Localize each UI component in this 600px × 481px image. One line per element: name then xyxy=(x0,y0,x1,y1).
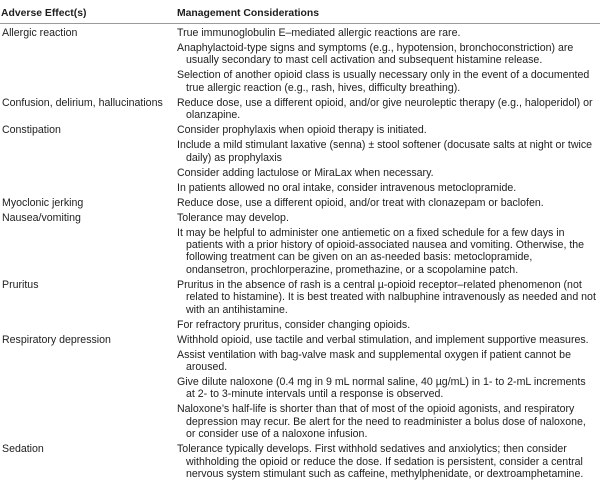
table-body xyxy=(0,24,600,481)
management-cell xyxy=(177,334,600,444)
management-item: Consider adding lactulose or MiraLax when necessary. xyxy=(177,166,434,179)
table-header xyxy=(0,0,600,24)
management-item: Pruritus in the absence of rash is a central µ-opioid receptor–related phenomenon (not related to histamine). It is best treated with nalbuphine intravenously as needed and not with an antihistamine. xyxy=(177,278,596,316)
header-adverse-effects: Adverse Effect(s) xyxy=(1,7,87,19)
management-item: Include a mild stimulant laxative (senna) ± stool softener (docusate salts at night or twice daily) as prophylaxis xyxy=(177,139,593,164)
management-item: In patients allowed no oral intake, consider intravenous metoclopramide. xyxy=(177,181,517,194)
management-item: It may be helpful to administer one antiemetic on a fixed schedule for a few days in patients with a prior history of opioid-associated nausea and vomiting. Otherwise, the following treatment can be given on an as-needed basis: metoclopramide, ondansetron, prochlorperazine, promethazine, or a scopolamine patch. xyxy=(177,226,585,276)
management-item: Consider prophylaxis when opioid therapy is initiated. xyxy=(177,124,427,137)
adverse-effect-label: Pruritus xyxy=(2,278,39,291)
management-cell xyxy=(177,279,600,334)
adverse-effect-label: Myoclonic jerking xyxy=(2,196,84,209)
adverse-effect-cell xyxy=(0,97,177,124)
management-cell xyxy=(177,212,600,279)
management-item: Anaphylactoid-type signs and symptoms (e.g., hypotension, bronchoconstriction) are usually secondary to mast cell activation and subsequent histamine release. xyxy=(177,42,574,67)
adverse-effect-label: Confusion, delirium, hallucinations xyxy=(2,96,163,109)
adverse-effect-cell xyxy=(0,279,177,334)
adverse-effect-cell xyxy=(0,212,177,279)
management-cell xyxy=(177,197,600,212)
adverse-effect-label: Constipation xyxy=(2,124,61,137)
management-item: Tolerance typically develops. First withhold sedatives and anxiolytics; then consider withholding the opioid or reduce the dose. If sedation is persistent, consider a central nervous system stimulant such as caffeine, methylphenidate, or dextroamphetamine. xyxy=(177,443,584,481)
adverse-effect-cell xyxy=(0,197,177,212)
management-cell xyxy=(177,124,600,196)
management-item: Give dilute naloxone (0.4 mg in 9 mL normal saline, 40 µg/mL) in 1- to 2-mL increments at 2- to 3-minute intervals until a response is observed. xyxy=(177,376,586,401)
adverse-effect-cell xyxy=(0,124,177,196)
adverse-effect-label: Nausea/vomiting xyxy=(2,211,81,224)
table-row xyxy=(0,97,600,124)
adverse-effect-label: Respiratory depression xyxy=(2,333,111,346)
adverse-effect-cell xyxy=(0,334,177,444)
management-cell xyxy=(177,443,600,480)
table-row xyxy=(0,197,600,212)
management-item: Withhold opioid, use tactile and verbal stimulation, and implement supportive measures. xyxy=(177,333,589,346)
management-item: Selection of another opioid class is usually necessary only in the event of a documented true allergic reaction (e.g., rash, hives, difficulty breathing). xyxy=(177,69,590,94)
management-item: Assist ventilation with bag-valve mask and supplemental oxygen if patient cannot be aroused. xyxy=(177,348,571,374)
management-item: Tolerance may develop. xyxy=(177,211,289,224)
adverse-effect-label: Sedation xyxy=(2,443,44,456)
adverse-effect-label: Allergic reaction xyxy=(2,27,78,39)
table-row xyxy=(0,279,600,334)
management-item: Naloxone’s half-life is shorter than that of most of the opioid agonists, and respiratory depression may recur. Be alert for the need to readminister a bolus dose of naloxone, or consider use of a naloxone infusion. xyxy=(177,403,586,441)
adverse-effect-cell xyxy=(0,443,177,480)
table-row xyxy=(0,212,600,279)
adverse-effect-cell xyxy=(0,27,177,97)
management-item: For refractory pruritus, consider changing opioids. xyxy=(177,318,411,331)
management-item: Reduce dose, use a different opioid, and/or give neuroleptic therapy (e.g., haloperidol) or olanzapine. xyxy=(177,96,593,122)
table-row xyxy=(0,443,600,480)
management-item: True immunoglobulin E–mediated allergic reactions are rare. xyxy=(177,27,461,39)
table-row xyxy=(0,124,600,196)
table-row xyxy=(0,27,600,97)
management-cell xyxy=(177,97,600,124)
header-management-considerations: Management Considerations xyxy=(177,7,320,19)
management-item: Reduce dose, use a different opioid, and/or treat with clonazepam or baclofen. xyxy=(177,196,544,209)
management-cell xyxy=(177,27,600,97)
table-row xyxy=(0,334,600,444)
